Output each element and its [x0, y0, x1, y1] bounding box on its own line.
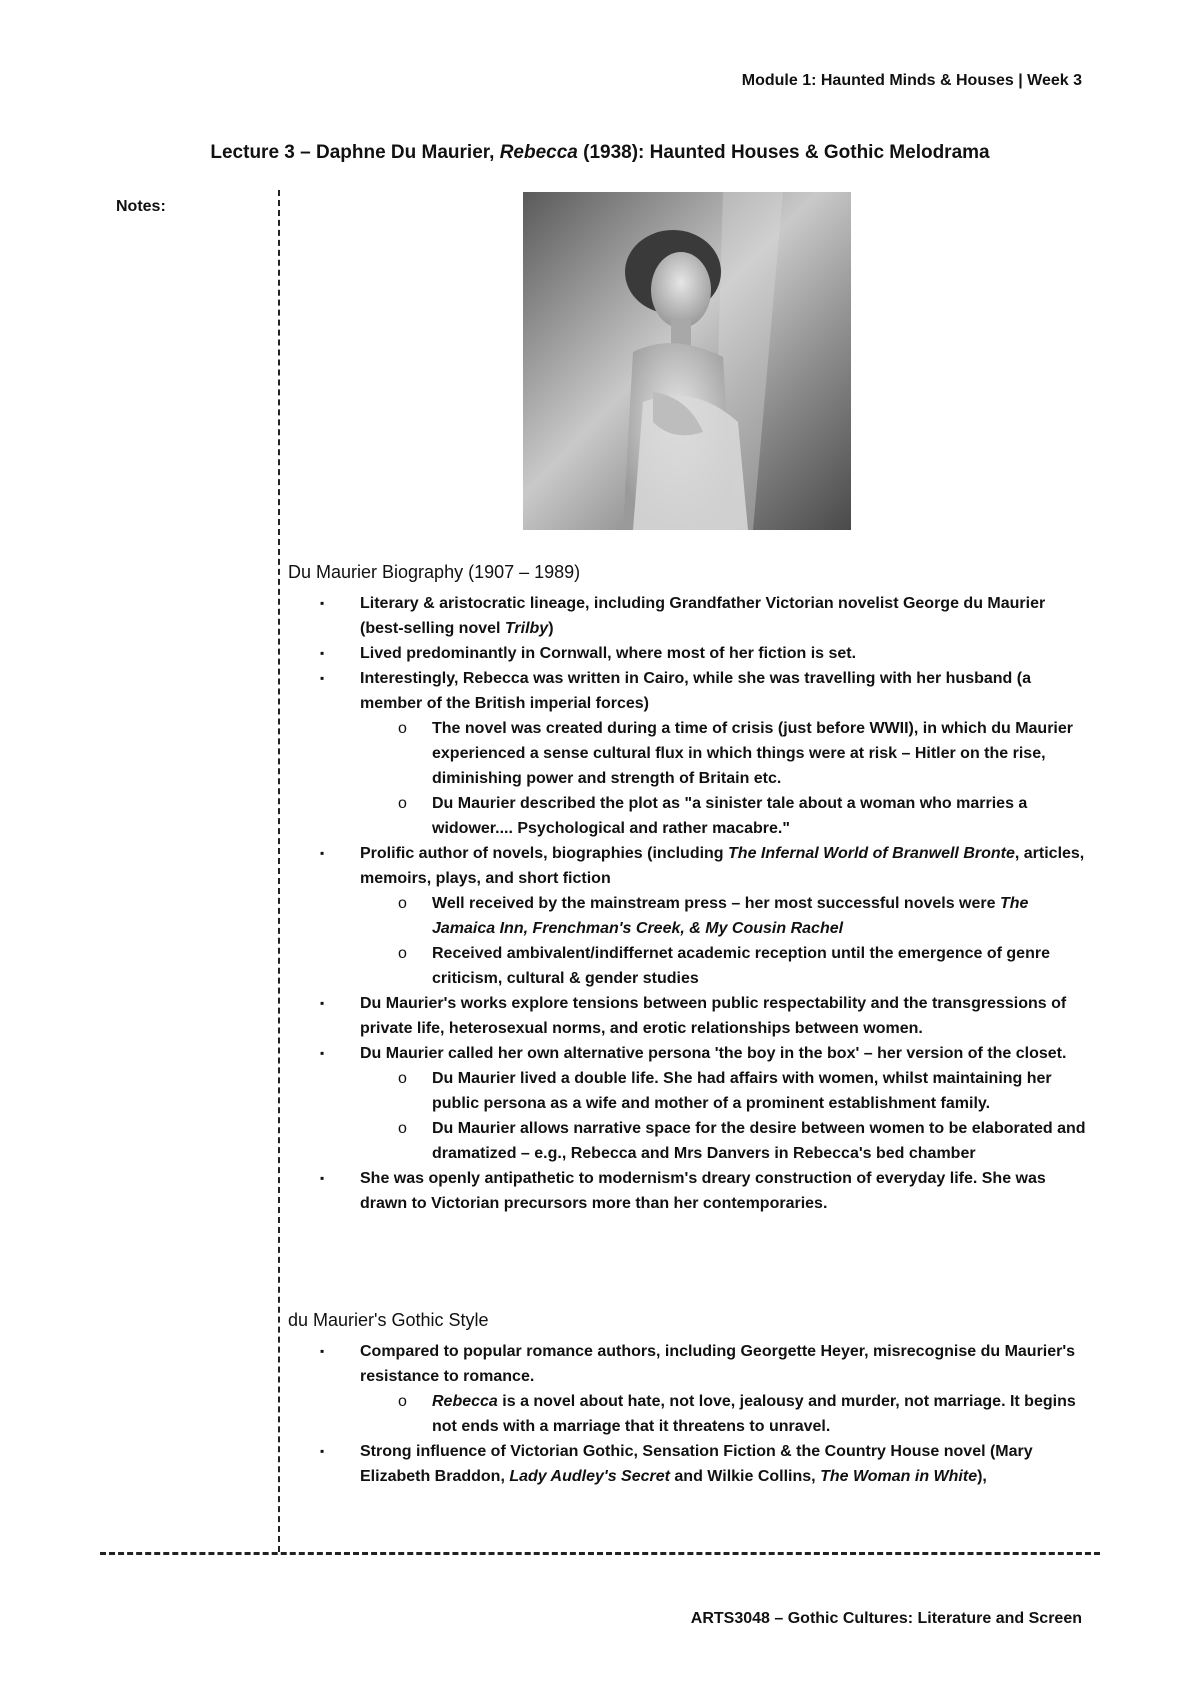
- spacer: [288, 1216, 1088, 1308]
- bullet-italic: Rebecca: [432, 1393, 498, 1410]
- sub-list-item: [432, 1389, 1088, 1439]
- list-item: [360, 1339, 1088, 1439]
- portrait-image: [523, 192, 851, 530]
- list-item: [360, 1439, 1088, 1489]
- bullet-text: ): [548, 620, 554, 637]
- list-item: ▪ Du Maurier's works explore tensions between public respectability and the transgressions of private life, heterosexual norms, and erotic relationships between women.: [360, 991, 1088, 1041]
- section-heading-gothic-style: du Maurier's Gothic Style: [288, 1310, 489, 1330]
- list-item: [360, 666, 1088, 841]
- list-item: ▪ Lived predominantly in Cornwall, where most of her fiction is set.: [360, 641, 1088, 666]
- portrait-photo: [523, 192, 851, 530]
- sub-list: [360, 1389, 1088, 1439]
- gothic-style-list: [288, 1339, 1088, 1489]
- bullet-italic: Lady Audley's Secret: [509, 1468, 670, 1485]
- bullet-text: Du Maurier called her own alternative persona 'the boy in the box' – her version of the closet.: [360, 1045, 1067, 1062]
- sub-list-item: o The novel was created during a time of crisis (just before WWII), in which du Maurier experienced a sense cultural flux in which things were at risk – Hitler on the rise, diminishing power and strength of Britain etc.: [432, 716, 1088, 791]
- summary-divider-horizontal: [100, 1552, 1100, 1555]
- list-item: [360, 1041, 1088, 1166]
- bullet-italic: The Woman in White: [820, 1468, 978, 1485]
- bullet-text: and Wilkie Collins,: [669, 1468, 821, 1485]
- sub-list-item: o Du Maurier lived a double life. She had affairs with women, whilst maintaining her public persona as a wife and mother of a prominent establishment family.: [432, 1066, 1088, 1116]
- bullet-italic: The Infernal World of Branwell Bronte: [728, 845, 1015, 862]
- sub-list: [360, 716, 1088, 841]
- list-item: ▪ She was openly antipathetic to modernism's dreary construction of everyday life. She was drawn to Victorian precursors more than her contemporaries.: [360, 1166, 1088, 1216]
- bullet-italic: Trilby: [504, 620, 549, 637]
- bullet-text: Compared to popular romance authors, including Georgette Heyer, misrecognise du Maurier's resistance to romance.: [360, 1343, 1076, 1385]
- page-title: [0, 142, 1200, 164]
- sub-list: [360, 891, 1088, 991]
- bullet-text: Strong influence of Victorian Gothic, Sensation Fiction & the Country House novel (Mary Elizabeth Braddon,: [360, 1443, 1033, 1485]
- bullet-text: Interestingly, Rebecca was written in Cairo, while she was travelling with her husband (a member of the British imperial forces): [360, 670, 1031, 712]
- bullet-text: , articles, memoirs, plays, and short fiction: [360, 845, 1085, 887]
- notes-label: Notes:: [116, 198, 166, 215]
- title-suffix: (1938): Haunted Houses & Gothic Melodrama: [577, 142, 990, 163]
- bullet-text: ),: [977, 1468, 987, 1485]
- title-prefix: Lecture 3 – Daphne Du Maurier,: [210, 142, 500, 163]
- biography-list: [288, 591, 1088, 1216]
- notes-divider-vertical: [278, 190, 280, 1552]
- course-footer: ARTS3048 – Gothic Cultures: Literature and Screen: [690, 1610, 1082, 1627]
- bullet-text: Prolific author of novels, biographies (including: [360, 845, 729, 862]
- bullet-italic: The Jamaica Inn, Frenchman's Creek, & My Cousin Rachel: [432, 895, 1029, 937]
- sub-list-item: o Du Maurier described the plot as "a sinister tale about a woman who marries a widower.... Psychological and rather macabre.": [432, 791, 1088, 841]
- section-heading-biography: Du Maurier Biography (1907 – 1989): [288, 562, 581, 582]
- module-header: Module 1: Haunted Minds & Houses | Week 3: [741, 72, 1082, 89]
- list-item: [360, 841, 1088, 991]
- bullet-text: is a novel about hate, not love, jealousy and murder, not marriage. It begins not ends with a marriage that it threatens to unravel.: [432, 1393, 1076, 1435]
- sub-list-item: o Received ambivalent/indiffernet academic reception until the emergence of genre criticism, cultural & gender studies: [432, 941, 1088, 991]
- sub-list-item: o Du Maurier allows narrative space for the desire between women to be elaborated and dramatized – e.g., Rebecca and Mrs Danvers in Rebecca's bed chamber: [432, 1116, 1088, 1166]
- notes-content: [288, 560, 1088, 1489]
- title-italic: Rebecca: [499, 142, 578, 163]
- bullet-text: Well received by the mainstream press – her most successful novels were: [432, 895, 1000, 912]
- sub-list-item: [432, 891, 1088, 941]
- bullet-text: Literary & aristocratic lineage, including Grandfather Victorian novelist George du Maurier (best-selling novel: [360, 595, 1046, 637]
- sub-list: [360, 1066, 1088, 1166]
- list-item: [360, 591, 1088, 641]
